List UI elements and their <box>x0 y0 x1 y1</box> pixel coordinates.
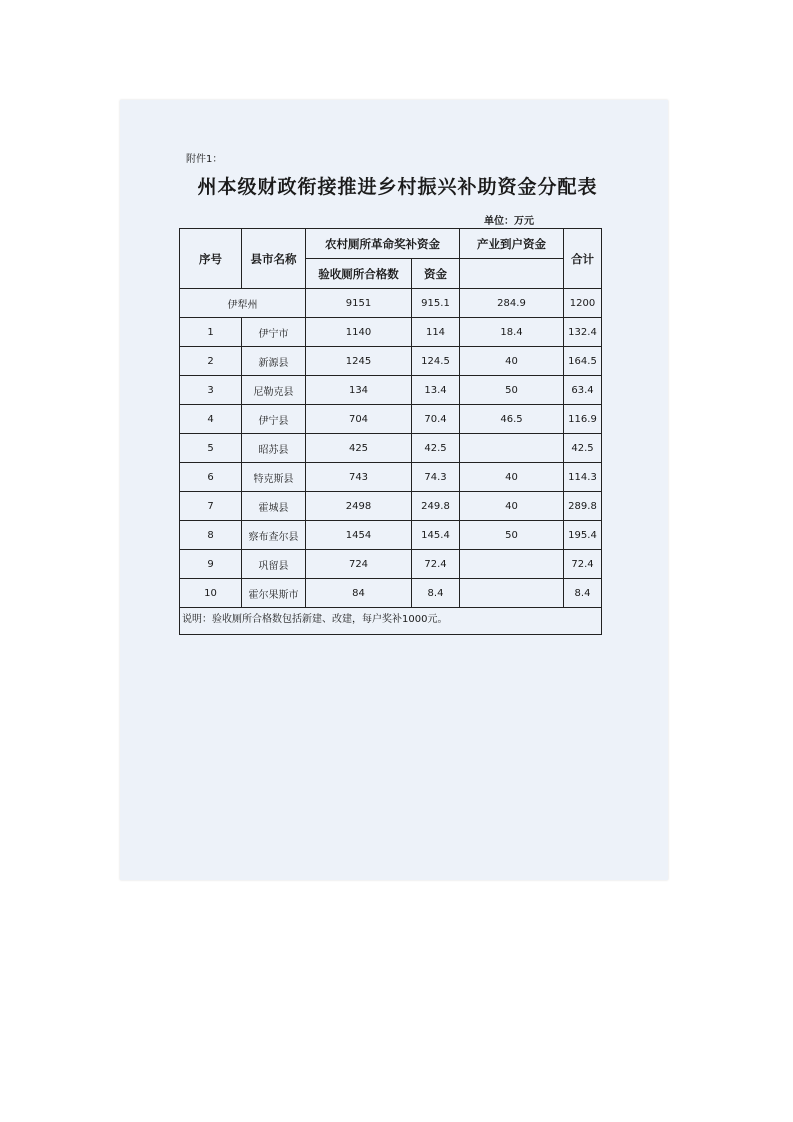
document-title: 州本级财政衔接推进乡村振兴补助资金分配表 <box>197 176 598 198</box>
note-row <box>180 608 602 635</box>
header-total: 合计 <box>564 229 602 289</box>
header-qualified-count: 验收厕所合格数 <box>306 259 412 289</box>
row-county-name: 霍城县 <box>242 492 306 521</box>
row-industry-funds: 50 <box>460 521 564 550</box>
row-seq: 10 <box>180 579 242 608</box>
row-seq: 4 <box>180 405 242 434</box>
row-toilet-funds: 114 <box>412 318 460 347</box>
table-row <box>180 318 602 347</box>
row-toilet-funds: 13.4 <box>412 376 460 405</box>
table-row <box>180 492 602 521</box>
row-qualified-count: 1245 <box>306 347 412 376</box>
row-toilet-funds: 72.4 <box>412 550 460 579</box>
row-qualified-count: 1454 <box>306 521 412 550</box>
row-seq: 6 <box>180 463 242 492</box>
header-toilet-group: 农村厕所革命奖补资金 <box>306 229 460 259</box>
row-seq: 5 <box>180 434 242 463</box>
table-row <box>180 463 602 492</box>
row-industry-funds <box>460 579 564 608</box>
row-total: 63.4 <box>564 376 602 405</box>
row-qualified-count: 134 <box>306 376 412 405</box>
row-total: 72.4 <box>564 550 602 579</box>
row-county-name: 巩留县 <box>242 550 306 579</box>
summary-industry-funds: 284.9 <box>460 289 564 318</box>
row-county-name: 伊宁市 <box>242 318 306 347</box>
row-industry-funds: 50 <box>460 376 564 405</box>
row-total: 116.9 <box>564 405 602 434</box>
header-county: 县市名称 <box>242 229 306 289</box>
attachment-label: 附件1： <box>186 154 223 165</box>
row-seq: 1 <box>180 318 242 347</box>
row-toilet-funds: 249.8 <box>412 492 460 521</box>
row-industry-funds: 18.4 <box>460 318 564 347</box>
table-row <box>180 579 602 608</box>
row-qualified-count: 704 <box>306 405 412 434</box>
row-toilet-funds: 70.4 <box>412 405 460 434</box>
row-toilet-funds: 74.3 <box>412 463 460 492</box>
row-county-name: 尼勒克县 <box>242 376 306 405</box>
row-seq: 7 <box>180 492 242 521</box>
row-industry-funds <box>460 550 564 579</box>
row-county-name: 昭苏县 <box>242 434 306 463</box>
row-county-name: 霍尔果斯市 <box>242 579 306 608</box>
row-toilet-funds: 42.5 <box>412 434 460 463</box>
header-industry-funds: 产业到户资金 <box>460 229 564 259</box>
table-row <box>180 521 602 550</box>
row-total: 195.4 <box>564 521 602 550</box>
row-qualified-count: 743 <box>306 463 412 492</box>
row-total: 42.5 <box>564 434 602 463</box>
row-county-name: 察布查尔县 <box>242 521 306 550</box>
row-seq: 8 <box>180 521 242 550</box>
row-industry-funds: 40 <box>460 463 564 492</box>
table-row <box>180 376 602 405</box>
row-toilet-funds: 145.4 <box>412 521 460 550</box>
row-total: 8.4 <box>564 579 602 608</box>
summary-total: 1200 <box>564 289 602 318</box>
row-total: 164.5 <box>564 347 602 376</box>
row-qualified-count: 724 <box>306 550 412 579</box>
summary-qualified-count: 9151 <box>306 289 412 318</box>
row-industry-funds: 40 <box>460 347 564 376</box>
row-seq: 3 <box>180 376 242 405</box>
row-county-name: 特克斯县 <box>242 463 306 492</box>
row-total: 289.8 <box>564 492 602 521</box>
header-seq: 序号 <box>180 229 242 289</box>
table-note-cell <box>180 608 602 635</box>
row-industry-funds: 46.5 <box>460 405 564 434</box>
row-qualified-count: 1140 <box>306 318 412 347</box>
row-county-name: 伊宁县 <box>242 405 306 434</box>
table-note: 说明：验收厕所合格数包括新建、改建，每户奖补1000元。 <box>182 614 448 625</box>
table-row <box>180 347 602 376</box>
table-row <box>180 550 602 579</box>
row-qualified-count: 2498 <box>306 492 412 521</box>
row-industry-funds: 40 <box>460 492 564 521</box>
table-row <box>180 434 602 463</box>
allocation-table <box>179 228 602 635</box>
row-total: 114.3 <box>564 463 602 492</box>
row-toilet-funds: 124.5 <box>412 347 460 376</box>
summary-row <box>180 289 602 318</box>
row-qualified-count: 84 <box>306 579 412 608</box>
row-toilet-funds: 8.4 <box>412 579 460 608</box>
header-industry-blank <box>460 259 564 289</box>
row-seq: 2 <box>180 347 242 376</box>
unit-label: 单位：万元 <box>484 216 534 227</box>
row-qualified-count: 425 <box>306 434 412 463</box>
row-county-name: 新源县 <box>242 347 306 376</box>
row-seq: 9 <box>180 550 242 579</box>
row-industry-funds <box>460 434 564 463</box>
summary-name: 伊犁州 <box>180 289 306 318</box>
header-toilet-funds: 资金 <box>412 259 460 289</box>
table-row <box>180 405 602 434</box>
row-total: 132.4 <box>564 318 602 347</box>
summary-toilet-funds: 915.1 <box>412 289 460 318</box>
